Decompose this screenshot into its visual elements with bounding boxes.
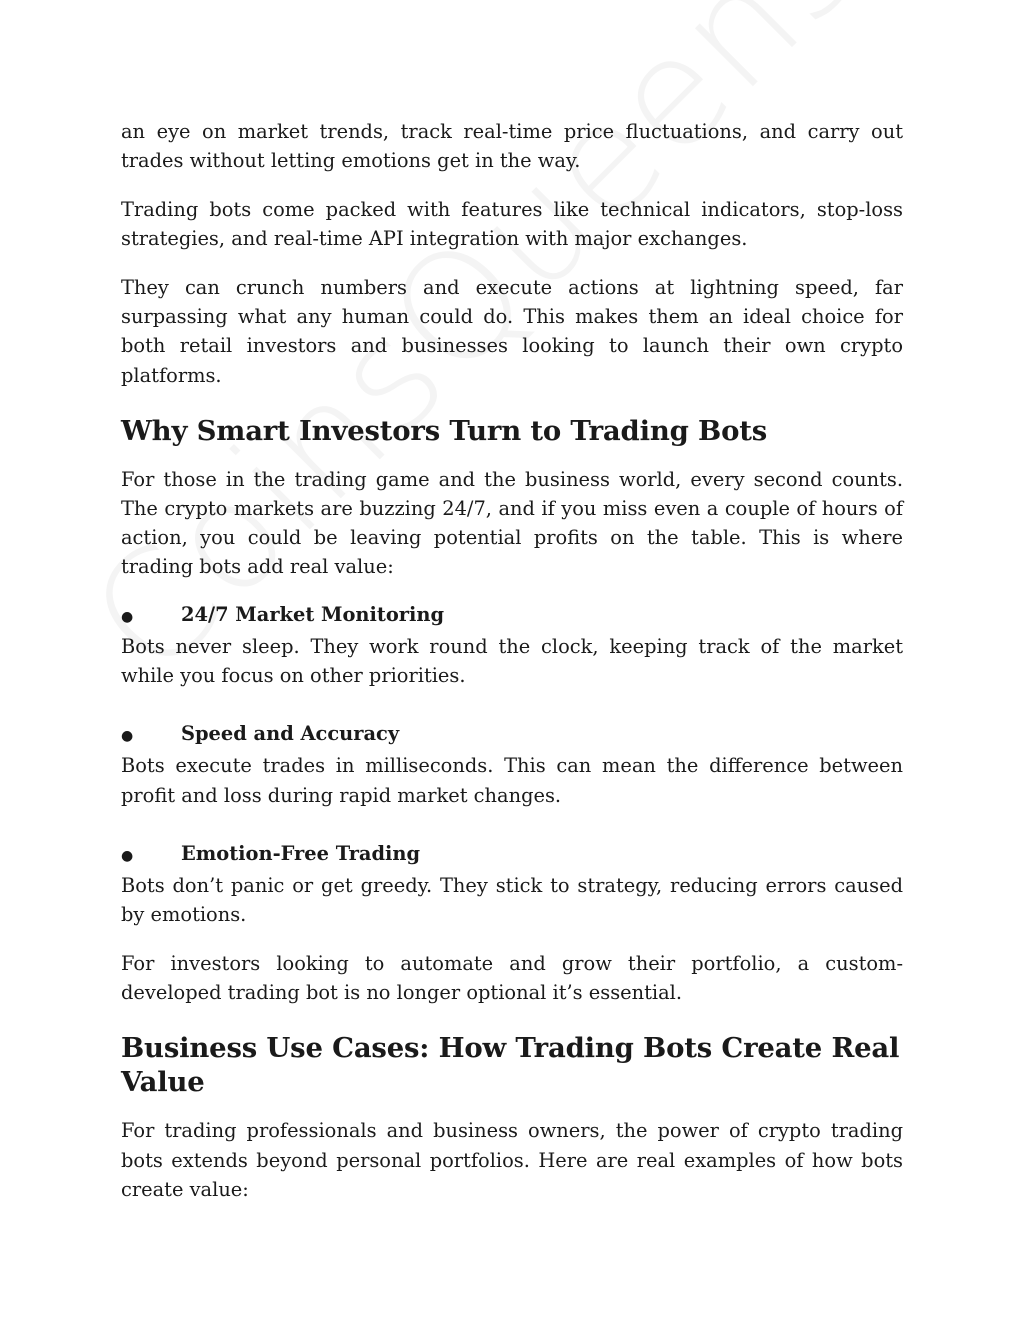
bullet-item [121,600,903,691]
bullet-title: Emotion-Free Trading [181,841,421,865]
bullet-icon: ● [121,847,134,864]
bullet-title: Speed and Accuracy [181,722,400,746]
section2-intro-paragraph: For trading professionals and business owners, the power of crypto trading bots extends beyond personal portfolios. Here are real examples of how bots create value: [121,1119,903,1201]
bullet-icon: ● [121,728,134,745]
bullet-text: Bots never sleep. They work round the clock, keeping track of the market while you focus on other priorities. [121,634,903,688]
page-content [121,117,903,1204]
bullet-text: Bots don’t panic or get greedy. They stick to strategy, reducing errors caused by emotions. [121,874,903,927]
section-heading-why-investors: Why Smart Investors Turn to Trading Bots [121,414,767,447]
section1-closing-paragraph: For investors looking to automate and grow their portfolio, a custom-developed trading bot is no longer optional it’s essential. [121,952,903,1005]
section1-intro-paragraph: For those in the trading game and the business world, every second counts. The crypto markets are buzzing 24/7, and if you miss even a couple of hours of action, you could be leaving potential profits on the table. This is where trading bots add real value: [121,467,903,579]
intro-paragraph-1: an eye on market trends, track real-time price fluctuations, and carry out trades without letting emotions get in the way. [121,120,903,173]
intro-paragraph-2: Trading bots come packed with features like technical indicators, stop-loss strategies, and real-time API integration with major exchanges. [121,198,903,251]
bullet-title: 24/7 Market Monitoring [181,602,445,626]
bullet-item [121,719,903,810]
bullet-item [121,839,903,930]
intro-paragraph-3: They can crunch numbers and execute actions at lightning speed, far surpassing what any human could do. This makes them an ideal choice for both retail investors and businesses looking to launch their own crypto platforms. [121,276,903,387]
section-heading-business-use-cases: Business Use Cases: How Trading Bots Create Real Value [121,1032,900,1099]
bullet-icon: ● [121,608,134,625]
bullet-text: Bots execute trades in milliseconds. This can mean the difference between profit and loss during rapid market changes. [121,754,903,807]
